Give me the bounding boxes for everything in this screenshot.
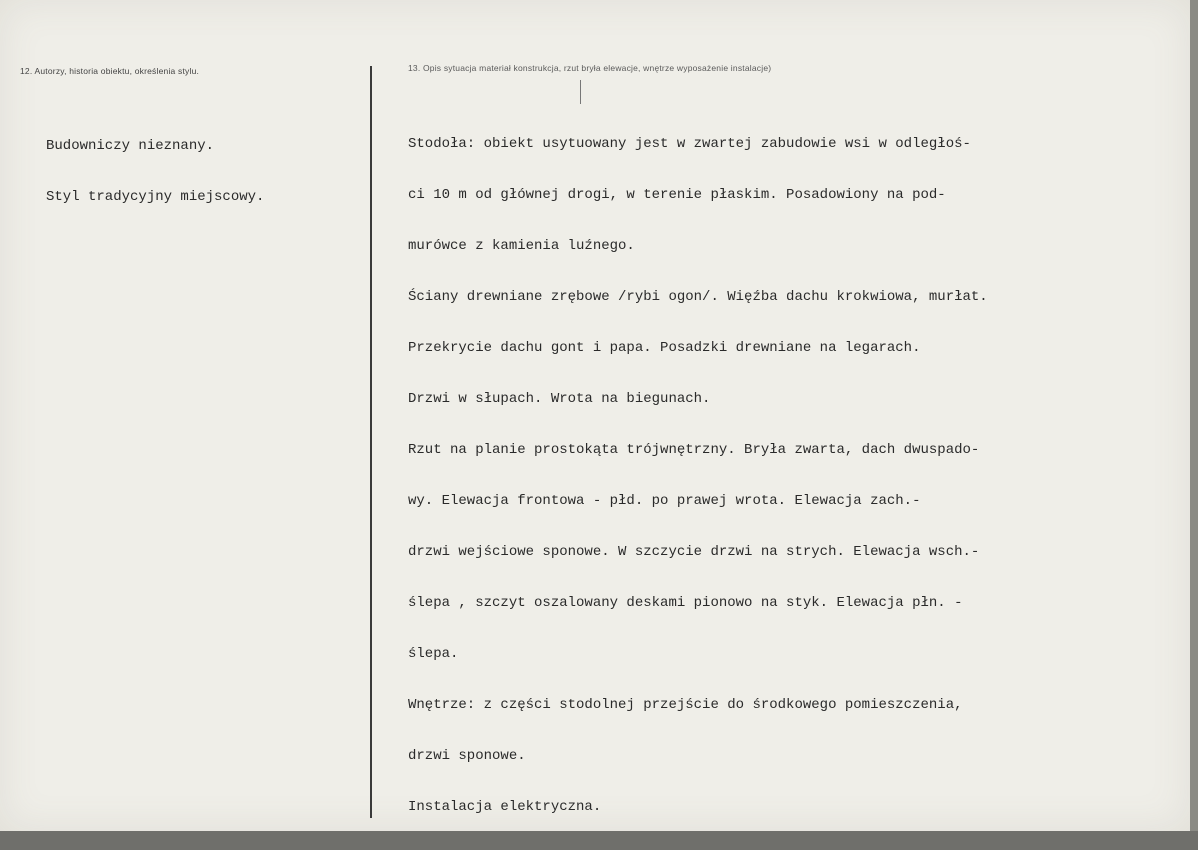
typed-line: Styl tradycyjny miejscowy. (46, 189, 265, 205)
column-divider (370, 66, 372, 818)
typed-line: ślepa. (408, 646, 459, 662)
typed-line: murówce z kamienia luźnego. (408, 238, 635, 254)
typed-line: ci 10 m od głównej drogi, w terenie płaskim. Posadowiony na pod- (408, 187, 946, 203)
field-12-label: 12. Autorzy, historia obiektu, określenia stylu. (20, 66, 200, 76)
typed-line: wy. Elewacja frontowa - płd. po prawej wrota. Elewacja zach.- (408, 493, 921, 509)
typed-line: Instalacja elektryczna. (408, 799, 602, 815)
typed-line: Ściany drewniane zrębowe /rybi ogon/. Więźba dachu krokwiowa, murłat. (408, 289, 988, 305)
authors-history-text (46, 104, 264, 240)
typed-line: drzwi wejściowe sponowe. W szczycie drzwi na strych. Elewacja wsch.- (408, 544, 980, 560)
typed-line: drzwi sponowe. (408, 748, 526, 764)
typed-line: ślepa , szczyt oszalowany deskami pionowo na styk. Elewacja płn. - (408, 595, 963, 611)
typed-line: Przekrycie dachu gont i papa. Posadzki drewniane na legarach. (408, 340, 921, 356)
typed-line: Rzut na planie prostokąta trójwnętrzny. Bryła zwarta, dach dwuspado- (408, 442, 980, 458)
object-description-text (408, 102, 988, 850)
page-edge (1190, 0, 1198, 831)
field-13-label: 13. Opis sytuacja materiał konstrukcja, rzut bryła elewacje, wnętrze wyposażenie instalacje) (408, 63, 772, 73)
typed-line: Drzwi w słupach. Wrota na biegunach. (408, 391, 711, 407)
typed-line: Wnętrze: z części stodolnej przejście do środkowego pomieszczenia, (408, 697, 963, 713)
typed-line: Stodoła: obiekt usytuowany jest w zwartej zabudowie wsi w odległoś- (408, 136, 971, 152)
pencil-mark (580, 80, 581, 104)
typed-line: Budowniczy nieznany. (46, 138, 215, 154)
